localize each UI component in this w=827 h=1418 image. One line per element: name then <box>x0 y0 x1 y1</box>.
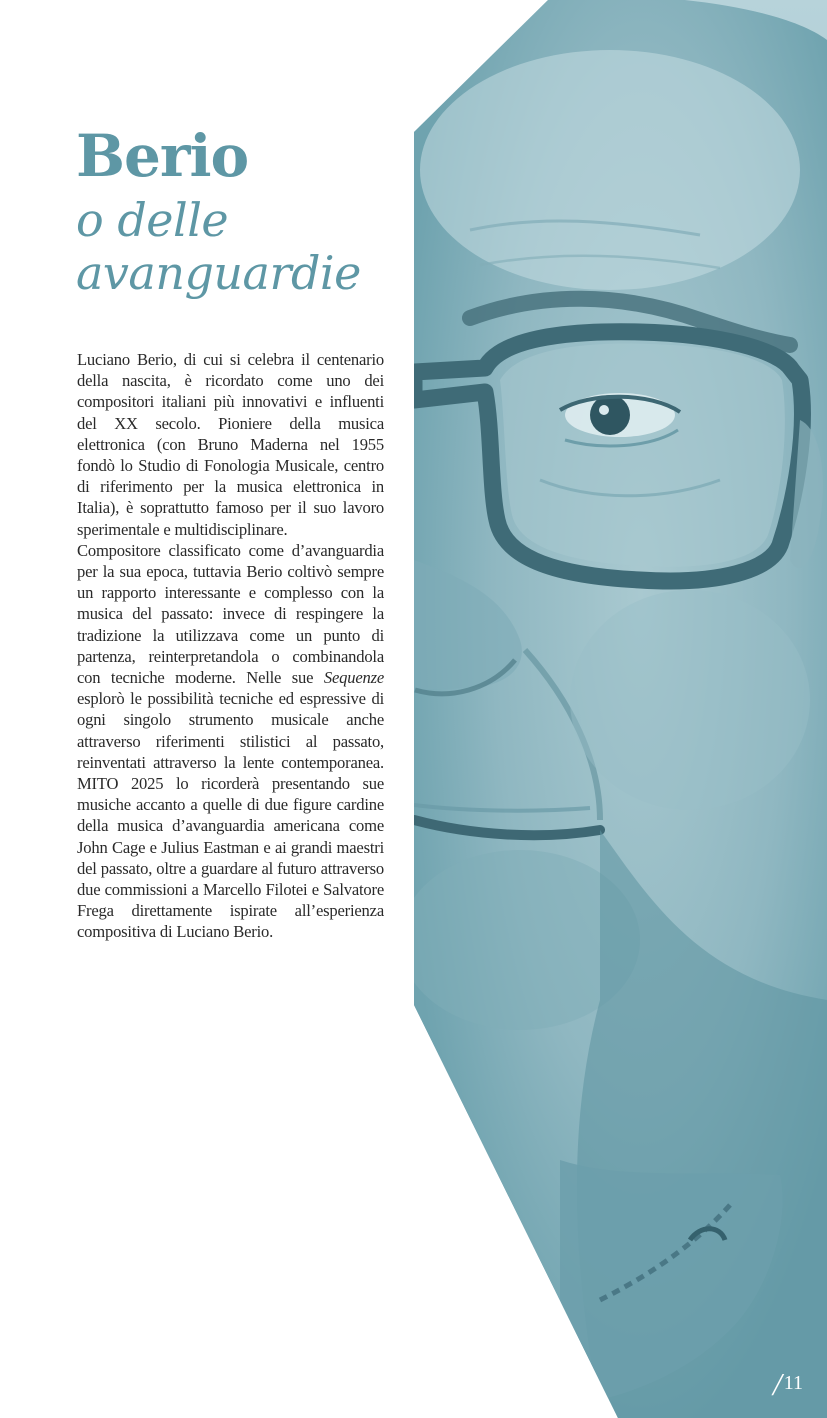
paragraph-2-text-end: esplorò le possibilità tecniche ed espressive di ogni singolo strumento musicale anche attraverso riferimenti stilistici al passato, reinventati attraverso la lente contemporanea. MITO 2025 lo ricorderà presentando sue musiche accanto a quelle di due figure cardine della musica d’avanguardia americana come John Cage e Julius Eastman e ai grandi maestri del passato, oltre a guardare al futuro attraverso due commissioni a Marcello Filotei e Salvatore Frega direttamente ispirate all’esperienza compositiva di Luciano Berio. <box>77 689 384 942</box>
page-number-value: 11 <box>783 1372 803 1394</box>
paragraph-1: Luciano Berio, di cui si celebra il centenario della nascita, è ricordato come uno dei compositori italiani più innovativi e influenti del XX secolo. Pioniere della musica elettronica (con Bruno Maderna nel 1955 fondò lo Studio di Fonologia Musicale, centro di riferimento per la musica elettronica in Italia), è soprattutto famoso per il suo lavoro sperimentale e multidisciplinare. <box>77 350 384 539</box>
article-body <box>77 349 384 943</box>
page-number <box>772 1366 803 1402</box>
slash-glyph: / <box>772 1366 782 1402</box>
page-subtitle-line-2: avanguardie <box>76 246 361 300</box>
page-title: Berio <box>76 122 249 190</box>
paragraph-2 <box>77 540 384 943</box>
paragraph-2-text-start: Compositore classificato come d’avanguardia per la sua epoca, tuttavia Berio coltivò sempre un rapporto interessante e complesso con la musica del passato: invece di respingere la tradizione la utilizzava come un punto di partenza, reinterpretandola o combinandola con tecniche moderne. Nelle sue <box>77 540 384 688</box>
emphasis-sequenze: Sequenze <box>323 668 384 688</box>
page-subtitle-line-1: o delle <box>76 193 229 247</box>
title-block <box>76 118 406 300</box>
